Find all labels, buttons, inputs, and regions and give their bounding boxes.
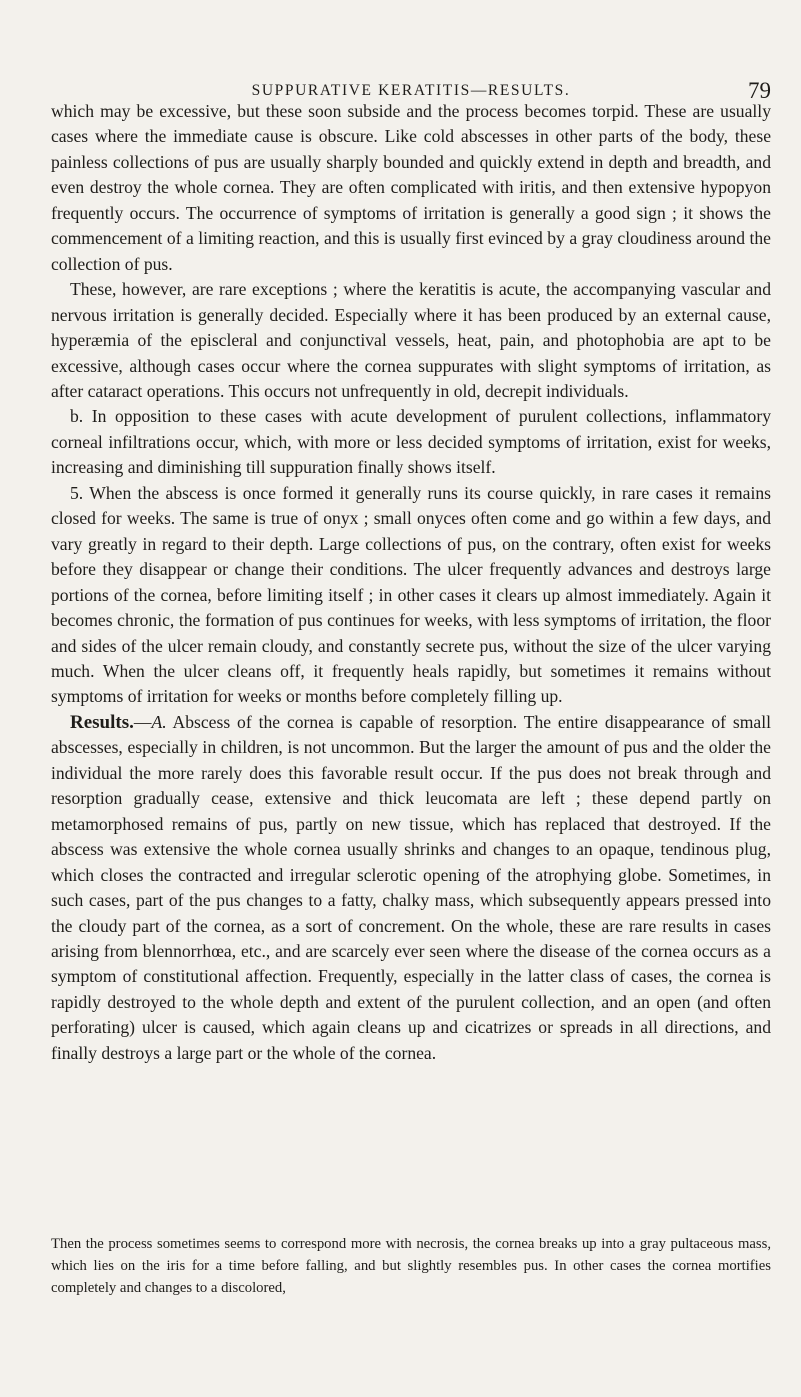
paragraph-acute-keratitis: These, however, are rare exceptions ; where the keratitis is acute, the accompanying vascular and nervous irritation is generally decided. Especially where it has been produced by an external cause, hyperæmia of the episcleral and conjunctival vessels, heat, pain, and photophobia are apt to be excessive, although cases occur where the cornea suppurates with slight symptoms of irritation, as after cataract operations. This occurs not unfrequently in old, decrepit individuals. [51,279,771,401]
paragraph-continuation: which may be excessive, but these soon subside and the process becomes torpid. These are usually cases where the immediate cause is obscure. Like cold abscesses in other parts of the body, these painless collections of pus are usually sharply bounded and quickly extend in depth and breadth, and even destroy the whole cornea. They are often complicated with iritis, and then extensive hypopyon frequently occurs. The occurrence of symptoms of irritation is generally a good sign ; it shows the commencement of a limiting reaction, and this is usually first evinced by a gray cloudiness around the collection of pus. [51,101,771,274]
footnote [51,1233,771,1300]
paragraph-5-abscess-course: 5. When the abscess is once formed it generally runs its course quickly, in rare cases it remains closed for weeks. The same is true of onyx ; small onyces often come and go within a few days, and vary greatly in regard to their depth. Large collections of pus, on the contrary, often exist for weeks before they disappear or change their conditions. The ulcer frequently advances and destroys large portions of the cornea, before limiting itself ; in other cases it clears up almost immediately. Again it becomes chronic, the formation of pus continues for weeks, with less symptoms of irritation, the floor and sides of the ulcer remain cloudy, and constantly secrete pus, without the size of the ulcer varying much. When the ulcer cleans off, it frequently heals rapidly, but sometimes it remains without symptoms of irritation for weeks or months before completely filling up. [51,482,771,707]
page-number: 79 [748,78,771,103]
footnote-text: Then the process sometimes seems to correspond more with necrosis, the cornea breaks up into a gray pultaceous mass, which lies on the iris for a time before falling, and but slightly resembles pus. In other cases the cornea mortifies completely and changes to a discolored, [51,1236,771,1297]
results-letter: A. [151,711,167,732]
results-heading: Results. [70,711,134,733]
paragraph-b-infiltrations: b. In opposition to these cases with acute development of purulent collections, inflammatory corneal infiltrations occur, which, with more or less decided symptoms of irritation, exist for weeks, increasing and diminishing till suppuration finally shows itself. [51,406,771,478]
results-dash: — [133,711,152,732]
results-text: Abscess of the cornea is capable of resorption. The entire disappearance of small abscesses, especially in children, is not uncommon. But the larger the amount of pus and the older the individual the more rarely does this favorable result occur. If the pus does not break through and resorption gradually cease, extensive and thick leucomata are left ; these depend partly on metamorphosed remains of pus, partly on new tissue, which has replaced that destroyed. If the abscess was extensive the whole cornea usually shrinks and changes to an opaque, tendinous plug, which closes the contracted and irregular sclerotic opening of the atrophying globe. Sometimes, in such cases, part of the pus changes to a fatty, chalky mass, which subsequently appears pressed into the cloudy part of the cornea, as a sort of concrement. On the whole, these are rare results in cases arising from blennorrhœa, etc., and are scarcely ever seen where the disease of the cornea occurs as a symptom of constitutional affection. Frequently, especially in the latter class of cases, the cornea is rapidly destroyed to the whole depth and extent of the purulent collection, and an open (and often perforating) ulcer is caused, which again cleans up and cicatrizes or spreads in all directions, and finally destroys a large part or the whole of the cornea. [51,711,771,1063]
running-title: SUPPURATIVE KERATITIS—RESULTS. [251,82,571,99]
body-text [51,99,771,1066]
paragraph-results [51,710,771,1066]
